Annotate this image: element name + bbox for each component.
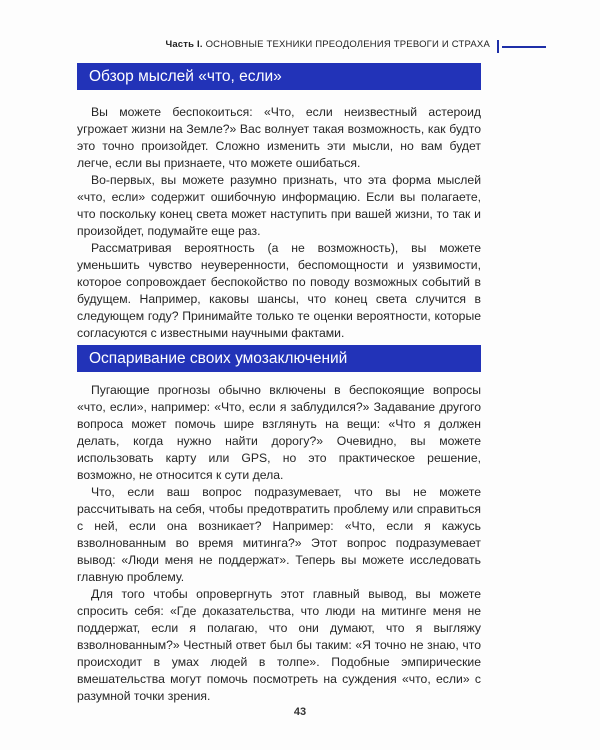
paragraph: Во-первых, вы можете разумно признать, что эта форма мыслей «что, если» содержит ошибочную информацию. Если вы полагаете, что поскольку конец света может наступить при вашей жизни, то так и произойдет, подумайте еще раз.: [77, 173, 481, 238]
paragraph: Для того чтобы опровергнуть этот главный вывод, вы можете спросить себя: «Где доказательства, что люди на митинге меня не поддержат, если я полагаю, что они думают, что я выгляжу взволнованным?» Честный ответ был бы таким: «Я точно не знаю, что происходит в умах людей в толпе». Подобные эмпирические вмешательства могут помочь посмотреть на суждения «что, если» с разумной точки зрения.: [77, 587, 481, 703]
paragraph: Рассматривая вероятность (а не возможность), вы можете уменьшить чувство неуверенности, беспомощности и уязвимости, которое сопровождает беспокойство по поводу возможных событий в будущем. Например, каковы шансы, что конец света случится в следующем году? Принимайте только те оценки вероятности, которые согласуются с известными научными фактами.: [77, 241, 481, 340]
section-body-challenge: [77, 382, 481, 705]
running-head-text: [165, 39, 490, 50]
paragraph: Что, если ваш вопрос подразумевает, что вы не можете рассчитывать на себя, чтобы предотвратить проблему или справиться с ней, если она возникает? Например: «Что, если я кажусь взволнованным во время митинга?» Этот вопрос подразумевает вывод: «Люди меня не поддержат». Теперь вы можете исследовать главную проблему.: [77, 485, 481, 584]
section-heading-overview: Обзор мыслей «что, если»: [77, 63, 481, 90]
section-body-overview: [77, 104, 481, 342]
running-head-part: Часть I.: [165, 39, 203, 50]
running-head-rule: [502, 46, 546, 48]
paragraph: Пугающие прогнозы обычно включены в беспокоящие вопросы «что, если», например: «Что, если я заблудился?» Задавание другого вопроса может помочь шире взглянуть на вещи: «Что я должен делать, когда нужно найти дорогу?» Очевидно, вы можете использовать карту или GPS, но это практическое решение, возможно, не относится к сути дела.: [77, 383, 481, 482]
paragraph: Вы можете беспокоиться: «Что, если неизвестный астероид угрожает жизни на Земле?» Вас волнует такая возможность, как будто это точно произойдет. Сложно изменить эти мысли, но вам будет легче, если вы признаете, что можете ошибаться.: [77, 105, 481, 170]
running-head-title: ОСНОВНЫЕ ТЕХНИКИ ПРЕОДОЛЕНИЯ ТРЕВОГИ И СТРАХА: [205, 39, 490, 50]
running-head: [0, 39, 600, 53]
section-heading-challenge: Оспаривание своих умозаключений: [77, 345, 481, 372]
page-number: 43: [293, 706, 307, 718]
running-head-tick: [497, 40, 499, 53]
